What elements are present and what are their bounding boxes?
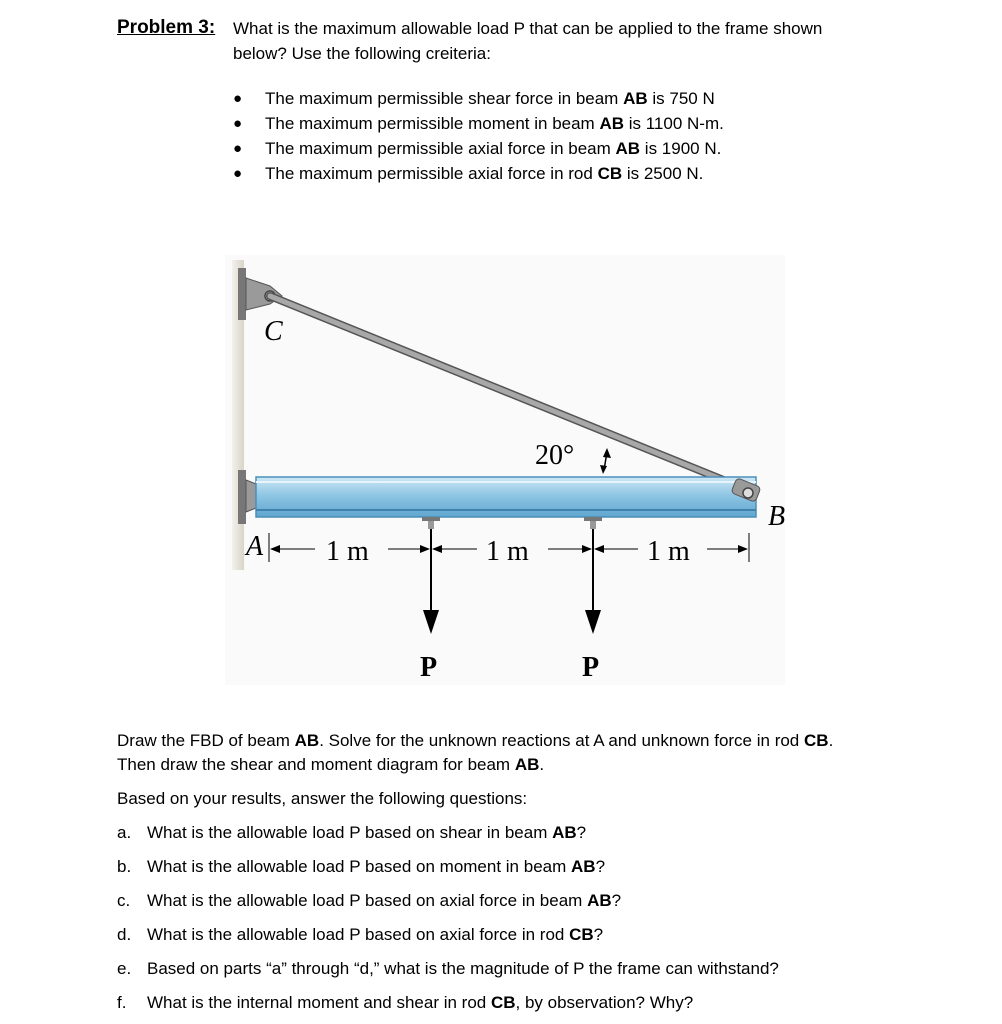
question-letter: c. bbox=[117, 891, 131, 910]
load-label-2: P bbox=[582, 652, 600, 683]
angle-label: 20° bbox=[535, 440, 575, 471]
dim-label-1: 1 m bbox=[326, 536, 369, 567]
question-c: What is the allowable load P based on axial force in beam AB? bbox=[147, 891, 622, 910]
bullet: ● bbox=[233, 165, 243, 182]
instruction-line-2: Then draw the shear and moment diagram for beam AB. bbox=[117, 755, 545, 774]
criteria-item: The maximum permissible moment in beam AB is 1100 N-m. bbox=[265, 114, 724, 133]
question-letter: b. bbox=[117, 857, 132, 876]
question-letter: e. bbox=[117, 959, 132, 978]
criteria-item: The maximum permissible shear force in beam AB is 750 N bbox=[265, 89, 715, 108]
label-b: B bbox=[768, 501, 786, 532]
label-c: C bbox=[264, 316, 283, 347]
beam-ab bbox=[256, 477, 756, 517]
label-a: A bbox=[246, 531, 264, 562]
intro-line-2: below? Use the following creiteria: bbox=[233, 44, 491, 63]
question-letter: a. bbox=[117, 823, 132, 842]
question-letter: d. bbox=[117, 925, 132, 944]
criteria-item: The maximum permissible axial force in rod CB is 2500 N. bbox=[265, 164, 704, 183]
dim-label-3: 1 m bbox=[647, 536, 690, 567]
load-label-1: P bbox=[420, 652, 438, 683]
bullet: ● bbox=[233, 90, 243, 107]
intro-line-1: What is the maximum allowable load P that can be applied to the frame shown bbox=[233, 19, 823, 38]
instruction-line-3: Based on your results, answer the following questions: bbox=[117, 789, 528, 808]
instruction-line-1: Draw the FBD of beam AB. Solve for the unknown reactions at A and unknown force in rod CB. bbox=[117, 731, 834, 750]
question-letter: f. bbox=[117, 993, 127, 1012]
bullet: ● bbox=[233, 140, 243, 157]
bullet: ● bbox=[233, 115, 243, 132]
question-e: Based on parts “a” through “d,” what is the magnitude of P the frame can withstand? bbox=[147, 959, 779, 978]
question-f: What is the internal moment and shear in rod CB, by observation? Why? bbox=[147, 993, 694, 1012]
dim-label-2: 1 m bbox=[486, 536, 529, 567]
question-b: What is the allowable load P based on moment in beam AB? bbox=[147, 857, 606, 876]
question-a: What is the allowable load P based on shear in beam AB? bbox=[147, 823, 587, 842]
problem-label: Problem 3: bbox=[117, 17, 216, 38]
question-d: What is the allowable load P based on axial force in rod CB? bbox=[147, 925, 604, 944]
criteria-item: The maximum permissible axial force in beam AB is 1900 N. bbox=[265, 139, 722, 158]
